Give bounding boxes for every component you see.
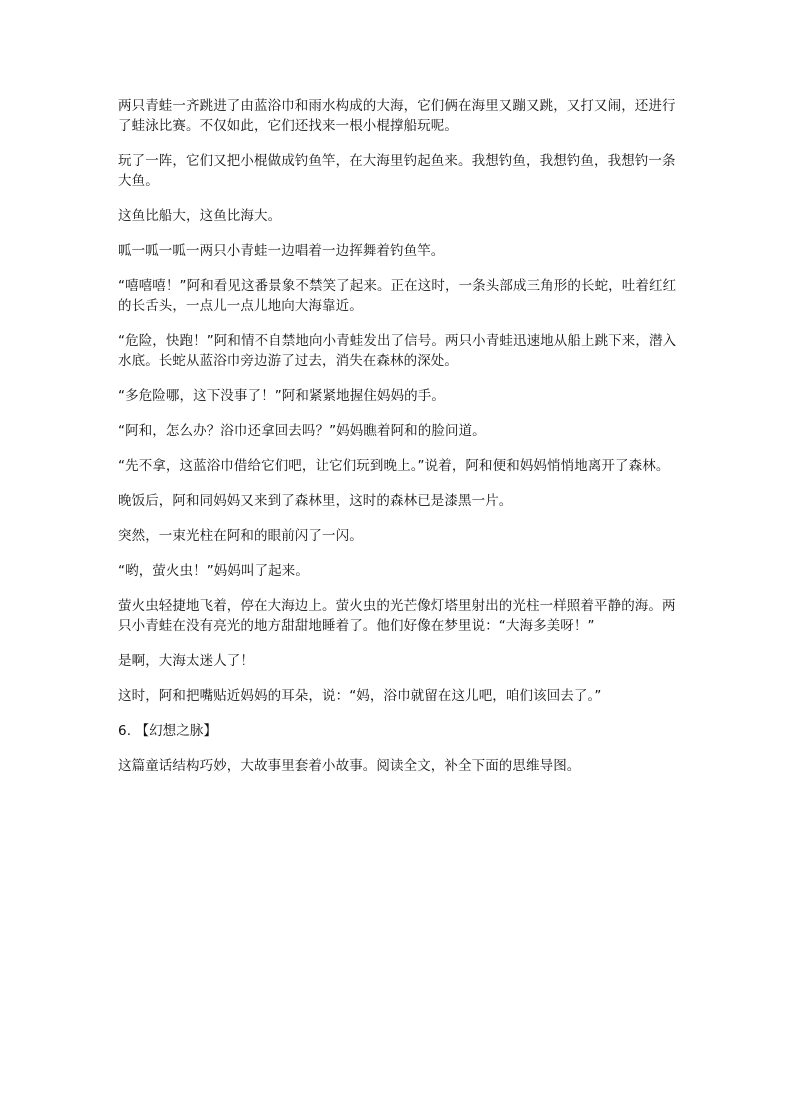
paragraph: 这时，阿和把嘴贴近妈妈的耳朵，说：“妈，浴巾就留在这儿吧，咱们该回去了。” xyxy=(118,688,602,704)
paragraph: 萤火虫轻捷地飞着，停在大海边上。萤火虫的光芒像灯塔里射出的光柱一样照着平静的海。两只小青蛙在没有亮光的地方甜甜地睡着了。他们好像在梦里说：“大海多美呀！” xyxy=(118,598,676,634)
paragraph: 是啊，大海太迷人了！ xyxy=(118,653,254,669)
paragraph: 突然，一束光柱在阿和的眼前闪了一闪。 xyxy=(118,528,363,544)
question-instruction: 这篇童话结构巧妙，大故事里套着小故事。阅读全文，补全下面的思维导图。 xyxy=(118,758,581,774)
paragraph: “多危险哪，这下没事了！”阿和紧紧地握住妈妈的手。 xyxy=(118,388,445,404)
paragraph: “先不拿，这蓝浴巾借给它们吧，让它们玩到晚上。”说着，阿和便和妈妈悄悄地离开了森林。 xyxy=(118,458,670,474)
paragraph: 玩了一阵，它们又把小棍做成钓鱼竿，在大海里钓起鱼来。我想钓鱼，我想钓鱼，我想钓一条大鱼。 xyxy=(118,153,676,189)
paragraph: “嘻嘻嘻！”阿和看见这番景象不禁笑了起来。正在这时，一条头部成三角形的长蛇，吐着红红的长舌头，一点儿一点儿地向大海靠近。 xyxy=(118,278,677,314)
question-heading: 6. 【幻想之脉】 xyxy=(118,723,218,739)
paragraph: 呱一呱一呱一两只小青蛙一边唱着一边挥舞着钓鱼竿。 xyxy=(118,243,445,259)
paragraph: “危险，快跑！”阿和情不自禁地向小青蛙发出了信号。两只小青蛙迅速地从船上跳下来，潜入水底。长蛇从蓝浴巾旁边游了过去，消失在森林的深处。 xyxy=(118,333,677,369)
paragraph: 晚饭后，阿和同妈妈又来到了森林里，这时的森林已是漆黑一片。 xyxy=(118,493,513,509)
paragraph: 这鱼比船大，这鱼比海大。 xyxy=(118,208,282,224)
paragraph: 两只青蛙一齐跳进了由蓝浴巾和雨水构成的大海，它们俩在海里又蹦又跳，又打又闹，还进行了蛙泳比赛。不仅如此，它们还找来一根小棍撑船玩呢。 xyxy=(118,98,676,134)
document-body xyxy=(118,96,680,791)
paragraph: “哟，萤火虫！”妈妈叫了起来。 xyxy=(118,563,309,579)
paragraph: “阿和，怎么办？浴巾还拿回去吗？”妈妈瞧着阿和的脸问道。 xyxy=(118,423,486,439)
